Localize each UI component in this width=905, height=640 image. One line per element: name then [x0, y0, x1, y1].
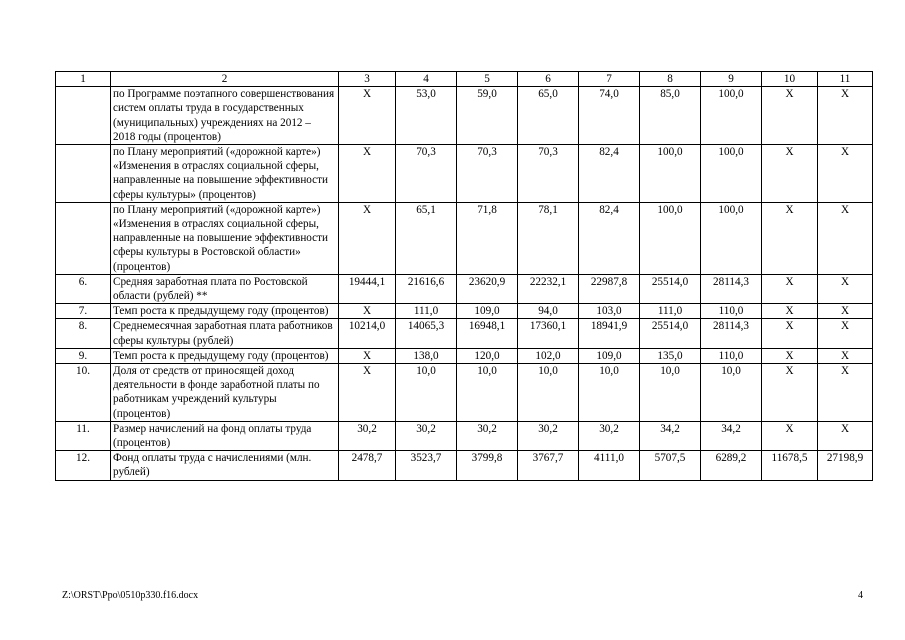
- value-cell: 6289,2: [701, 451, 762, 480]
- value-cell: X: [339, 145, 396, 203]
- value-cell: 10,0: [518, 364, 579, 422]
- table-row: [56, 145, 873, 203]
- value-cell: 3799,8: [457, 451, 518, 480]
- row-number-cell: 8.: [56, 319, 111, 348]
- value-cell: 3523,7: [396, 451, 457, 480]
- table-row: [56, 87, 873, 145]
- value-cell: 30,2: [518, 421, 579, 450]
- value-cell: 109,0: [579, 348, 640, 363]
- row-number-cell: 10.: [56, 364, 111, 422]
- value-cell: 74,0: [579, 87, 640, 145]
- value-cell: 10,0: [640, 364, 701, 422]
- value-cell: 100,0: [701, 145, 762, 203]
- indicator-cell: Фонд оплаты труда с начислениями (млн. рублей): [111, 451, 339, 480]
- value-cell: 30,2: [339, 421, 396, 450]
- value-cell: X: [762, 202, 818, 274]
- value-cell: 70,3: [396, 145, 457, 203]
- value-cell: 85,0: [640, 87, 701, 145]
- value-cell: X: [762, 274, 818, 303]
- value-cell: 23620,9: [457, 274, 518, 303]
- table-body: [56, 72, 873, 481]
- value-cell: X: [818, 348, 873, 363]
- value-cell: 30,2: [457, 421, 518, 450]
- value-cell: X: [339, 202, 396, 274]
- value-cell: 10,0: [579, 364, 640, 422]
- indicator-cell: Среднемесячная заработная плата работников сферы культуры (рублей): [111, 319, 339, 348]
- value-cell: 30,2: [579, 421, 640, 450]
- value-cell: 120,0: [457, 348, 518, 363]
- header-cell: 10: [762, 72, 818, 87]
- value-cell: X: [762, 304, 818, 319]
- value-cell: 19444,1: [339, 274, 396, 303]
- value-cell: 30,2: [396, 421, 457, 450]
- value-cell: 2478,7: [339, 451, 396, 480]
- value-cell: 70,3: [457, 145, 518, 203]
- value-cell: 16948,1: [457, 319, 518, 348]
- row-number-cell: [56, 87, 111, 145]
- table-header-row: [56, 72, 873, 87]
- value-cell: 21616,6: [396, 274, 457, 303]
- header-cell: 7: [579, 72, 640, 87]
- value-cell: 11678,5: [762, 451, 818, 480]
- value-cell: 22232,1: [518, 274, 579, 303]
- value-cell: 34,2: [640, 421, 701, 450]
- value-cell: 53,0: [396, 87, 457, 145]
- indicator-cell: Размер начислений на фонд оплаты труда (процентов): [111, 421, 339, 450]
- table-row: [56, 202, 873, 274]
- value-cell: X: [818, 87, 873, 145]
- value-cell: 94,0: [518, 304, 579, 319]
- value-cell: 22987,8: [579, 274, 640, 303]
- value-cell: 82,4: [579, 202, 640, 274]
- value-cell: 28114,3: [701, 274, 762, 303]
- value-cell: 110,0: [701, 348, 762, 363]
- value-cell: 17360,1: [518, 319, 579, 348]
- value-cell: 111,0: [640, 304, 701, 319]
- value-cell: 10,0: [457, 364, 518, 422]
- row-number-cell: 9.: [56, 348, 111, 363]
- value-cell: 59,0: [457, 87, 518, 145]
- value-cell: 103,0: [579, 304, 640, 319]
- header-cell: 1: [56, 72, 111, 87]
- row-number-cell: [56, 145, 111, 203]
- table-row: [56, 304, 873, 319]
- value-cell: 82,4: [579, 145, 640, 203]
- value-cell: 10214,0: [339, 319, 396, 348]
- data-table: [55, 71, 873, 481]
- value-cell: 25514,0: [640, 319, 701, 348]
- value-cell: X: [339, 304, 396, 319]
- value-cell: 34,2: [701, 421, 762, 450]
- value-cell: 25514,0: [640, 274, 701, 303]
- value-cell: 4111,0: [579, 451, 640, 480]
- value-cell: 10,0: [396, 364, 457, 422]
- value-cell: X: [818, 319, 873, 348]
- value-cell: 3767,7: [518, 451, 579, 480]
- value-cell: 78,1: [518, 202, 579, 274]
- footer-page-number: 4: [858, 590, 863, 601]
- value-cell: X: [762, 348, 818, 363]
- value-cell: 100,0: [701, 87, 762, 145]
- value-cell: 102,0: [518, 348, 579, 363]
- row-number-cell: 11.: [56, 421, 111, 450]
- header-cell: 5: [457, 72, 518, 87]
- table-row: [56, 364, 873, 422]
- value-cell: 70,3: [518, 145, 579, 203]
- value-cell: X: [818, 202, 873, 274]
- footer-file-path: Z:\ORST\Ppo\0510p330.f16.docx: [62, 590, 199, 601]
- value-cell: X: [762, 364, 818, 422]
- value-cell: X: [762, 421, 818, 450]
- indicator-cell: по Плану мероприятий («дорожной карте») «Изменения в отраслях социальной сферы, направленные на повышение эффективности сферы культуры в Ростовской области» (процентов): [111, 202, 339, 274]
- header-cell: 4: [396, 72, 457, 87]
- row-number-cell: [56, 202, 111, 274]
- value-cell: 138,0: [396, 348, 457, 363]
- row-number-cell: 12.: [56, 451, 111, 480]
- value-cell: X: [818, 304, 873, 319]
- value-cell: X: [762, 87, 818, 145]
- value-cell: X: [339, 348, 396, 363]
- header-cell: 8: [640, 72, 701, 87]
- value-cell: 110,0: [701, 304, 762, 319]
- value-cell: 5707,5: [640, 451, 701, 480]
- value-cell: 28114,3: [701, 319, 762, 348]
- header-cell: 6: [518, 72, 579, 87]
- value-cell: 100,0: [640, 202, 701, 274]
- row-number-cell: 6.: [56, 274, 111, 303]
- value-cell: 65,0: [518, 87, 579, 145]
- value-cell: 111,0: [396, 304, 457, 319]
- header-cell: 2: [111, 72, 339, 87]
- table-row: [56, 319, 873, 348]
- value-cell: 71,8: [457, 202, 518, 274]
- value-cell: 100,0: [701, 202, 762, 274]
- value-cell: X: [818, 364, 873, 422]
- value-cell: 10,0: [701, 364, 762, 422]
- value-cell: 135,0: [640, 348, 701, 363]
- indicator-cell: по Плану мероприятий («дорожной карте») «Изменения в отраслях социальной сферы, направленные на повышение эффективности сферы культуры» (процентов): [111, 145, 339, 203]
- indicator-cell: по Программе поэтапного совершенствования систем оплаты труда в государственных (муниципальных) учреждениях на 2012 – 2018 годы (процентов): [111, 87, 339, 145]
- value-cell: 100,0: [640, 145, 701, 203]
- value-cell: 27198,9: [818, 451, 873, 480]
- value-cell: X: [339, 364, 396, 422]
- header-cell: 3: [339, 72, 396, 87]
- value-cell: 109,0: [457, 304, 518, 319]
- value-cell: X: [762, 319, 818, 348]
- value-cell: X: [762, 145, 818, 203]
- table-row: [56, 451, 873, 480]
- value-cell: 65,1: [396, 202, 457, 274]
- value-cell: X: [818, 145, 873, 203]
- indicator-cell: Темп роста к предыдущему году (процентов): [111, 304, 339, 319]
- value-cell: X: [818, 274, 873, 303]
- value-cell: 14065,3: [396, 319, 457, 348]
- indicator-cell: Доля от средств от приносящей доход деятельности в фонде заработной платы по работникам учреждений культуры (процентов): [111, 364, 339, 422]
- value-cell: X: [339, 87, 396, 145]
- header-cell: 11: [818, 72, 873, 87]
- value-cell: X: [818, 421, 873, 450]
- indicator-cell: Темп роста к предыдущему году (процентов): [111, 348, 339, 363]
- header-cell: 9: [701, 72, 762, 87]
- indicator-cell: Средняя заработная плата по Ростовской области (рублей) **: [111, 274, 339, 303]
- table-row: [56, 421, 873, 450]
- value-cell: 18941,9: [579, 319, 640, 348]
- table-row: [56, 274, 873, 303]
- row-number-cell: 7.: [56, 304, 111, 319]
- table-row: [56, 348, 873, 363]
